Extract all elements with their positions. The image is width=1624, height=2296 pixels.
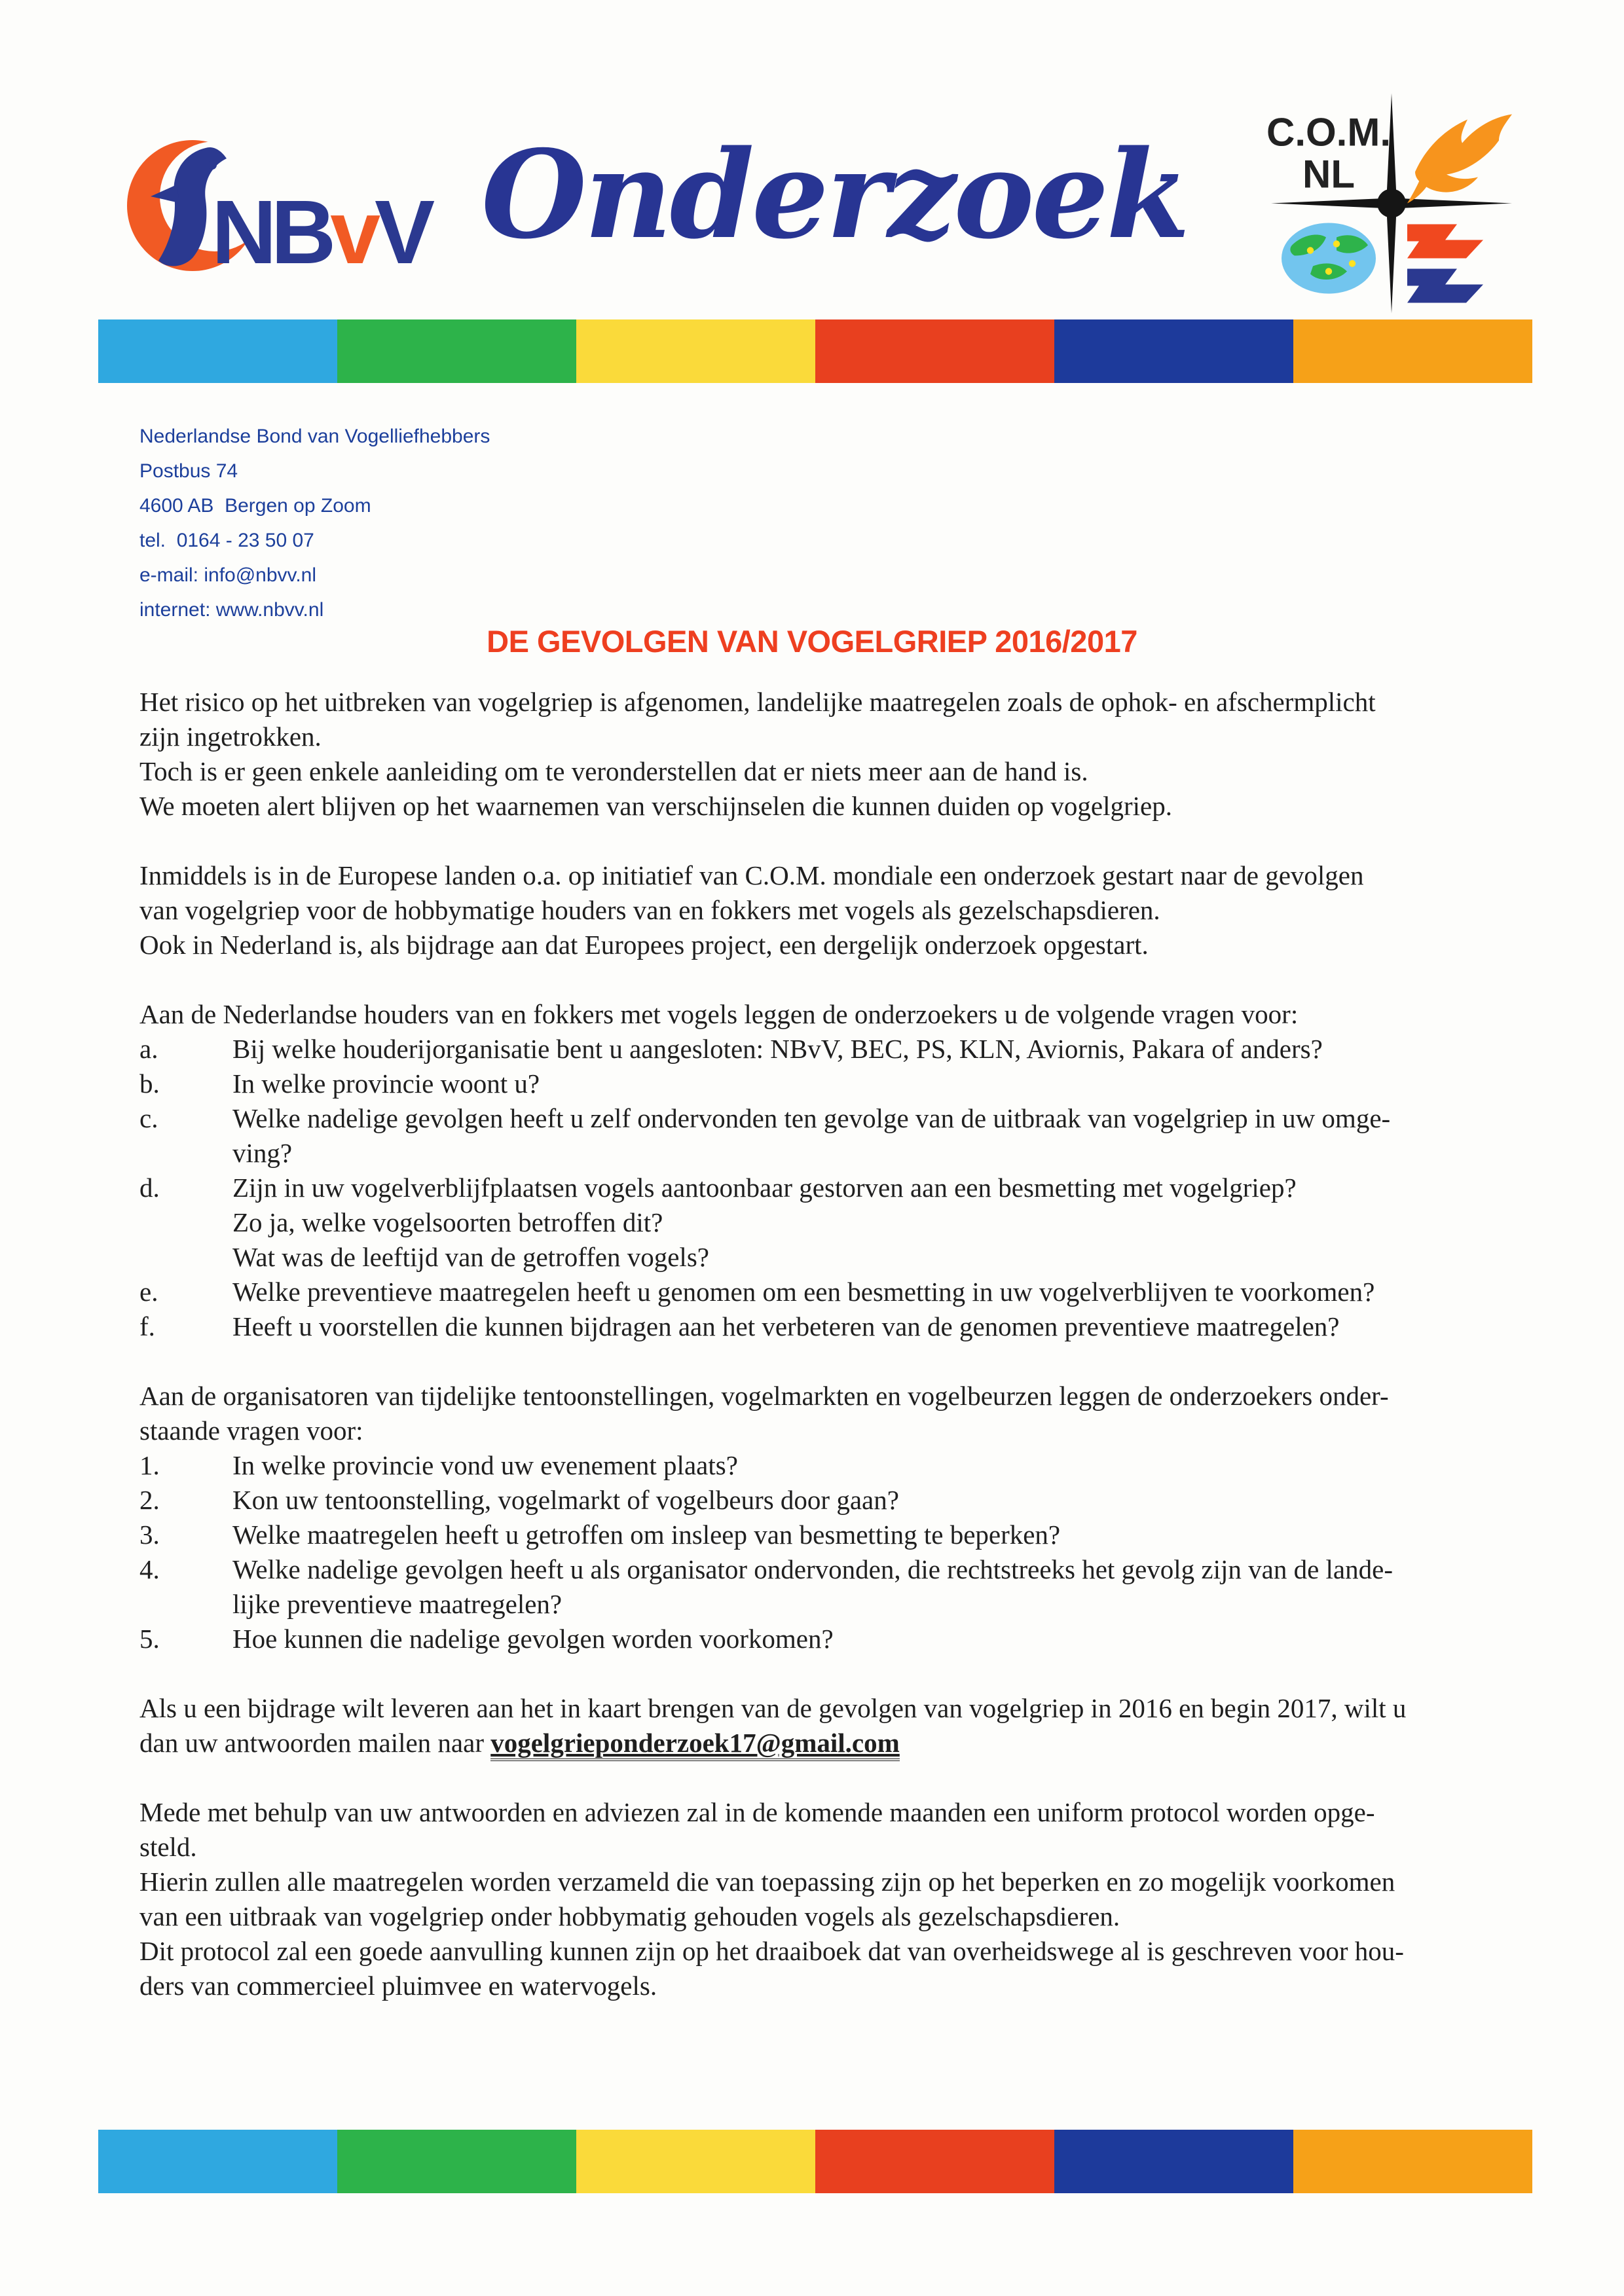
text-line: Hierin zullen alle maatregelen worden verzameld die van toepassing zijn op het beperken en zo mogelijk voorkomen xyxy=(139,1867,1395,1897)
text-line: Kon uw tentoonstelling, vogelmarkt of vogelbeurs door gaan? xyxy=(232,1485,899,1515)
text-line: Nederlandse Bond van Vogelliefhebbers xyxy=(139,426,490,447)
question-lines xyxy=(232,1518,1498,1552)
text-line: Mede met behulp van uw antwoorden en adviezen zal in de komende maanden een uniform protocol worden opge- xyxy=(139,1797,1375,1827)
question-item xyxy=(139,1448,1498,1483)
question-marker: 4. xyxy=(139,1554,160,1584)
color-bar-segment xyxy=(98,2130,337,2193)
nbvv-wordmark-v-orange: v xyxy=(330,182,375,283)
question-lines xyxy=(232,1483,1498,1518)
com-label: C.O.M. xyxy=(1266,110,1391,155)
question-lines xyxy=(232,1552,1498,1622)
color-bar-segment xyxy=(815,319,1054,383)
question-item xyxy=(139,1275,1498,1309)
question-item xyxy=(139,1101,1498,1171)
color-bar-segment xyxy=(1293,2130,1532,2193)
holders-question-list xyxy=(139,1032,1498,1344)
nl-label: NL xyxy=(1302,152,1355,196)
text-line: internet: www.nbvv.nl xyxy=(139,599,324,621)
flag-ribbons-icon xyxy=(1407,225,1483,303)
question-lines xyxy=(232,1101,1498,1171)
protocol-paragraph xyxy=(139,1795,1498,2003)
question-lines xyxy=(232,1622,1498,1656)
text-line: 4600 AB Bergen op Zoom xyxy=(139,495,371,517)
nbvv-wordmark-nb: NB xyxy=(212,182,331,283)
question-lines xyxy=(232,1066,1498,1101)
question-item xyxy=(139,1518,1498,1552)
nbvv-wordmark-v-blue: V xyxy=(375,182,430,283)
question-marker: e. xyxy=(139,1277,158,1307)
text-line: e-mail: info@nbvv.nl xyxy=(139,564,316,586)
text-line: van vogelgriep voor de hobbymatige houders van en fokkers met vogels als gezelschapsdieren. xyxy=(139,895,1160,925)
holders-intro xyxy=(139,997,1498,1032)
text-line: In welke provincie woont u? xyxy=(232,1068,540,1099)
text-line xyxy=(139,1726,1498,1760)
color-bar-segment xyxy=(576,319,815,383)
question-marker: d. xyxy=(139,1173,160,1203)
question-marker: f. xyxy=(139,1311,155,1341)
onderzoek-script-title: Onderzoek xyxy=(481,123,1188,266)
text-line: Heeft u voorstellen die kunnen bijdragen aan het verbeteren van de genomen preventieve maatregelen? xyxy=(232,1311,1340,1341)
com-nl-logo xyxy=(1261,90,1522,316)
text-line: Welke maatregelen heeft u getroffen om insleep van besmetting te beperken? xyxy=(232,1520,1061,1550)
text-line: In welke provincie vond uw evenement plaats? xyxy=(232,1450,738,1480)
text-line: We moeten alert blijven op het waarnemen van verschijnselen die kunnen duiden op vogelgriep. xyxy=(139,791,1172,821)
text-line: Als u een bijdrage wilt leveren aan het in kaart brengen van de gevolgen van vogelgriep in 2016 en begin 2017, wilt u xyxy=(139,1693,1407,1723)
question-marker: b. xyxy=(139,1068,160,1099)
color-bar-segment xyxy=(1293,319,1532,383)
question-item xyxy=(139,1066,1498,1101)
text-line: tel. 0164 - 23 50 07 xyxy=(139,530,314,551)
text-line: Het risico op het uitbreken van vogelgriep is afgenomen, landelijke maatregelen zoals de ophok- en afschermplicht xyxy=(139,687,1376,717)
color-bar-segment xyxy=(337,2130,576,2193)
text-line: zijn ingetrokken. xyxy=(139,721,322,752)
holders-section xyxy=(139,997,1498,1344)
organisers-intro xyxy=(139,1379,1498,1448)
text-line: Postbus 74 xyxy=(139,460,238,482)
question-lines xyxy=(232,1032,1498,1066)
question-lines xyxy=(232,1171,1498,1275)
color-bar-top xyxy=(98,319,1532,383)
question-item xyxy=(139,1483,1498,1518)
com-compass-logo-icon xyxy=(1261,90,1522,316)
question-marker: c. xyxy=(139,1103,158,1133)
color-bar-segment xyxy=(1054,2130,1293,2193)
question-marker: 2. xyxy=(139,1485,160,1515)
text-line: lijke preventieve maatregelen? xyxy=(232,1589,563,1619)
text-line: steld. xyxy=(139,1832,197,1862)
letter-body xyxy=(139,685,1498,2003)
closing-paragraph xyxy=(139,1691,1498,1760)
question-marker: 5. xyxy=(139,1624,160,1654)
question-marker: 1. xyxy=(139,1450,160,1480)
question-lines xyxy=(232,1275,1498,1309)
swallow-icon xyxy=(1407,115,1512,204)
text-line: Bij welke houderijorganisatie bent u aangesloten: NBvV, BEC, PS, KLN, Aviornis, Pakara of anders? xyxy=(232,1034,1323,1064)
color-bar-segment xyxy=(576,2130,815,2193)
question-item xyxy=(139,1622,1498,1656)
question-item xyxy=(139,1032,1498,1066)
text-line: Aan de organisatoren van tijdelijke tentoonstellingen, vogelmarkten en vogelbeurzen leggen de onderzoekers onder- xyxy=(139,1381,1389,1411)
color-bar-segment xyxy=(98,319,337,383)
organisers-section xyxy=(139,1379,1498,1656)
text-line: Zo ja, welke vogelsoorten betroffen dit? xyxy=(232,1207,663,1237)
question-item xyxy=(139,1309,1498,1344)
color-bar-segment xyxy=(1054,319,1293,383)
nbvv-wordmark xyxy=(212,182,430,283)
organisers-question-list xyxy=(139,1448,1498,1656)
email-address: vogelgrieponderzoek17@gmail.com xyxy=(490,1728,900,1761)
question-item xyxy=(139,1552,1498,1622)
text-line: Aan de Nederlandse houders van en fokkers met vogels leggen de onderzoekers u de volgende vragen voor: xyxy=(139,999,1299,1029)
text-line: Welke preventieve maatregelen heeft u genomen om een besmetting in uw vogelverblijven te voorkomen? xyxy=(232,1277,1375,1307)
question-lines xyxy=(232,1448,1498,1483)
text-line: Inmiddels is in de Europese landen o.a. op initiatief van C.O.M. mondiale een onderzoek gestart naar de gevolgen xyxy=(139,860,1364,890)
color-bar-segment xyxy=(815,2130,1054,2193)
question-item xyxy=(139,1171,1498,1275)
sender-address xyxy=(139,424,490,632)
color-bar-bottom xyxy=(98,2130,1532,2193)
text-line: Wat was de leeftijd van de getroffen vogels? xyxy=(232,1242,709,1272)
text-line: van een uitbraak van vogelgriep onder hobbymatig gehouden vogels als gezelschapsdieren. xyxy=(139,1901,1120,1931)
globe-icon xyxy=(1282,223,1376,294)
text-line: Welke nadelige gevolgen heeft u als organisator ondervonden, die rechtstreeks het gevolg zijn van de lande- xyxy=(232,1554,1393,1584)
text-line: Zijn in uw vogelverblijfplaatsen vogels aantoonbaar gestorven aan een besmetting met vogelgriep? xyxy=(232,1173,1297,1203)
text-line: Hoe kunnen die nadelige gevolgen worden voorkomen? xyxy=(232,1624,834,1654)
nbvv-logo xyxy=(124,124,439,288)
text-line: Toch is er geen enkele aanleiding om te veronderstellen dat er niets meer aan de hand is. xyxy=(139,756,1088,786)
text-line: staande vragen voor: xyxy=(139,1415,363,1446)
color-bar-segment xyxy=(337,319,576,383)
text-line: Welke nadelige gevolgen heeft u zelf ondervonden ten gevolge van de uitbraak van vogelgriep in uw omge- xyxy=(232,1103,1391,1133)
paragraph-research xyxy=(139,858,1498,962)
question-lines xyxy=(232,1309,1498,1344)
question-marker: 3. xyxy=(139,1520,160,1550)
text-line: ving? xyxy=(232,1138,293,1168)
question-marker: a. xyxy=(139,1034,158,1064)
document-title: DE GEVOLGEN VAN VOGELGRIEP 2016/2017 xyxy=(487,624,1137,659)
text-line: ders van commercieel pluimvee en watervogels. xyxy=(139,1971,657,2001)
paragraph-risk xyxy=(139,685,1498,824)
mail-prefix: dan uw antwoorden mailen naar xyxy=(139,1728,491,1758)
text-line: Dit protocol zal een goede aanvulling kunnen zijn op het draaiboek dat van overheidswege al is geschreven voor hou- xyxy=(139,1936,1404,1966)
text-line: Ook in Nederland is, als bijdrage aan dat Europees project, een dergelijk onderzoek opgestart. xyxy=(139,930,1149,960)
